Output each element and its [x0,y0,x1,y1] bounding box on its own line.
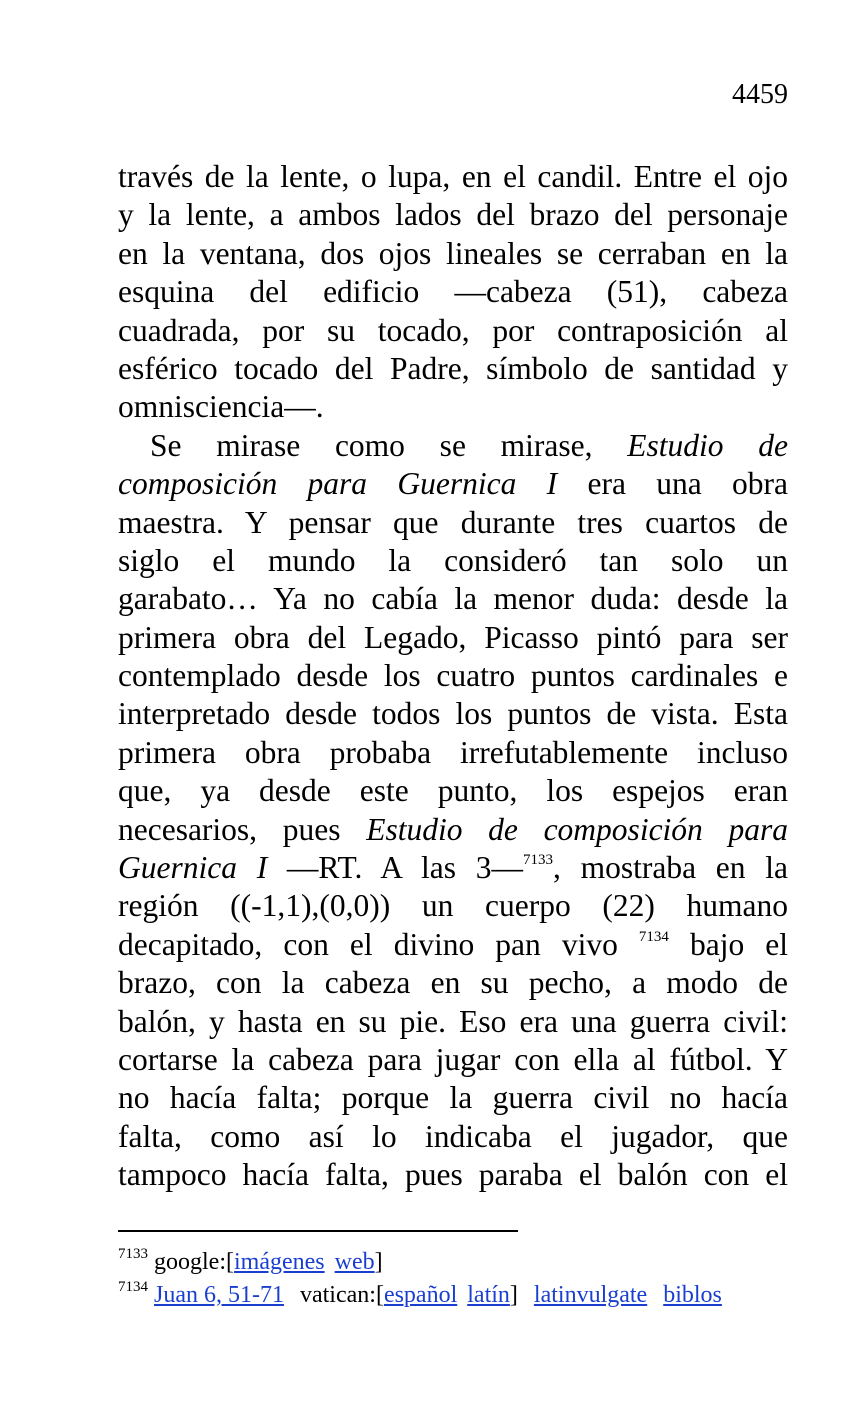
text-span: Se mirase como se mirase, [150,427,593,463]
text-line: falta, como así lo indicaba el jugador, que [118,1118,788,1154]
text-span [287,850,788,885]
text-line: cortarse la cabeza para jugar con ella al fútbol. Y [118,1041,788,1077]
text-line [118,849,788,887]
footnote-suffix: ] [509,1282,518,1308]
text-line: cuadrada, por su tocado, por contraposición al [118,312,788,348]
text-line: esférico tocado del Padre, símbolo de santidad y [118,350,788,386]
text-span: —RT. A las 3— [286,850,524,886]
text-line [118,811,788,849]
text-line: esquina del edificio —cabeza (51), cabeza [118,274,788,310]
text-line: brazo, con la cabeza en su pecho, a modo de [118,965,788,1001]
text-line: que, ya desde este punto, los espejos eran [118,773,788,809]
text-line: interpretado desde todos los puntos de vista. Esta [118,696,788,732]
text-span: bajo el [689,926,789,962]
link-juan[interactable]: Juan 6, 51-71 [154,1282,284,1308]
footnotes [118,1246,722,1312]
footnote-prefix: google:[ [154,1249,234,1275]
page-number: 4459 [732,79,788,110]
text-line: garabato… Ya no cabía la menor duda: desde la [118,581,788,617]
body-text [118,158,788,1195]
link-imagenes[interactable]: imágenes [233,1249,325,1275]
footnote-suffix: ] [374,1249,383,1275]
text-line: balón, y hasta en su pie. Eso era una guerra civil: [118,1003,788,1039]
text-span: era una obra [587,466,789,502]
italic-title: Estudio de [627,427,788,463]
link-latin[interactable]: latín [467,1282,510,1308]
footnote-number: 7134 [118,1279,148,1295]
footnote-ref[interactable]: 7134 [638,928,669,945]
text-span [118,927,669,962]
text-line [118,427,788,465]
text-span: necesarios, pues [118,811,341,847]
text-line: primera obra del Legado, Picasso pintó para ser [118,619,788,655]
text-line: región ((-1,1),(0,0)) un cuerpo (22) humano [118,888,788,924]
text-line: primera obra probaba irrefutablemente incluso [118,734,788,770]
text-line: siglo el mundo la consideró tan solo un [118,542,788,578]
link-biblos[interactable]: biblos [663,1282,722,1308]
footnote-number: 7133 [118,1246,148,1262]
text-line: no hacía falta; porque la guerra civil no hacía [118,1080,788,1116]
footnote-prefix: vatican:[ [299,1282,384,1308]
text-line: en la ventana, dos ojos lineales se cerraban en la [118,235,788,271]
link-web[interactable]: web [334,1249,375,1275]
link-latinvulgate[interactable]: latinvulgate [533,1282,648,1308]
footnote-7133 [118,1246,722,1279]
italic-title: composición para Guernica I [118,466,558,502]
text-line: maestra. Y pensar que durante tres cuartos de [118,504,788,540]
italic-title: Guernica I [118,850,268,886]
text-line [118,926,788,964]
text-span: decapitado, con el divino pan vivo [118,926,618,962]
text-line: través de la lente, o lupa, en el candil. Entre el ojo [118,159,788,194]
italic-title: Estudio de composición para [366,811,789,847]
footnote-7134 [118,1279,722,1312]
text-line: contemplado desde los cuatro puntos cardinales e [118,658,788,694]
text-line: y la lente, a ambos lados del brazo del personaje [118,197,788,233]
footnote-divider [118,1230,518,1232]
footnote-ref[interactable]: 7133 [523,852,554,869]
link-espanol[interactable]: español [383,1282,458,1308]
text-line: omnisciencia—. [118,389,324,425]
text-span: , mostraba en la [553,850,788,886]
text-line: tampoco hacía falta, pues paraba el balón con el [118,1157,788,1193]
text-line [118,465,788,503]
